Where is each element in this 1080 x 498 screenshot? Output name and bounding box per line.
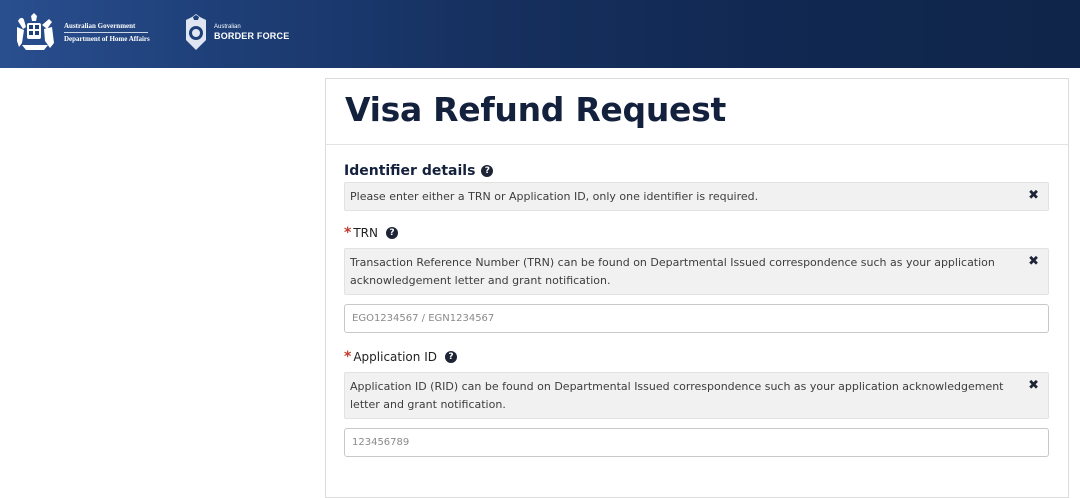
application-id-label	[344, 350, 457, 364]
application-id-label-text: Application ID	[353, 350, 437, 364]
border-force-badge-icon	[184, 14, 208, 50]
application-id-info-text: Application ID (RID) can be found on Departmental Issued correspondence such as your application acknowledgement letter and grant notification.	[350, 380, 1004, 411]
question-circle-icon[interactable]: ?	[481, 165, 493, 177]
coat-of-arms-icon	[14, 13, 56, 51]
required-asterisk: *	[344, 349, 352, 365]
site-header	[0, 0, 1080, 68]
wordmark-divider	[64, 32, 148, 33]
application-id-input[interactable]	[344, 428, 1049, 457]
abf-line2: BORDER FORCE	[214, 31, 290, 41]
question-circle-icon[interactable]: ?	[386, 227, 398, 239]
identifier-section-title	[344, 163, 493, 179]
trn-input[interactable]	[344, 304, 1049, 333]
refund-form-card	[325, 78, 1069, 498]
trn-label	[344, 226, 398, 240]
close-icon[interactable]: ✖	[1028, 378, 1039, 393]
trn-info-box	[344, 248, 1049, 295]
trn-label-text: TRN	[353, 226, 378, 240]
department-name: Department of Home Affairs	[64, 34, 150, 43]
government-name: Australian Government	[64, 21, 136, 30]
trn-info-text: Transaction Reference Number (TRN) can be found on Departmental Issued correspondence such as your application acknowledgement letter and grant notification.	[350, 256, 995, 287]
close-icon[interactable]: ✖	[1028, 188, 1039, 203]
australian-government-logo[interactable]	[14, 12, 150, 52]
card-header	[326, 79, 1068, 145]
question-circle-icon[interactable]: ?	[445, 351, 457, 363]
section-title-text: Identifier details	[344, 163, 476, 179]
government-wordmark	[64, 21, 150, 44]
identifier-info-box	[344, 182, 1049, 211]
abf-line1: Australian	[214, 24, 241, 30]
close-icon[interactable]: ✖	[1028, 254, 1039, 269]
border-force-logo[interactable]	[184, 12, 289, 52]
required-asterisk: *	[344, 225, 352, 241]
page-title: Visa Refund Request	[345, 90, 726, 129]
border-force-wordmark	[214, 23, 289, 41]
application-id-info-box	[344, 372, 1049, 419]
identifier-info-text: Please enter either a TRN or Application ID, only one identifier is required.	[350, 190, 759, 203]
